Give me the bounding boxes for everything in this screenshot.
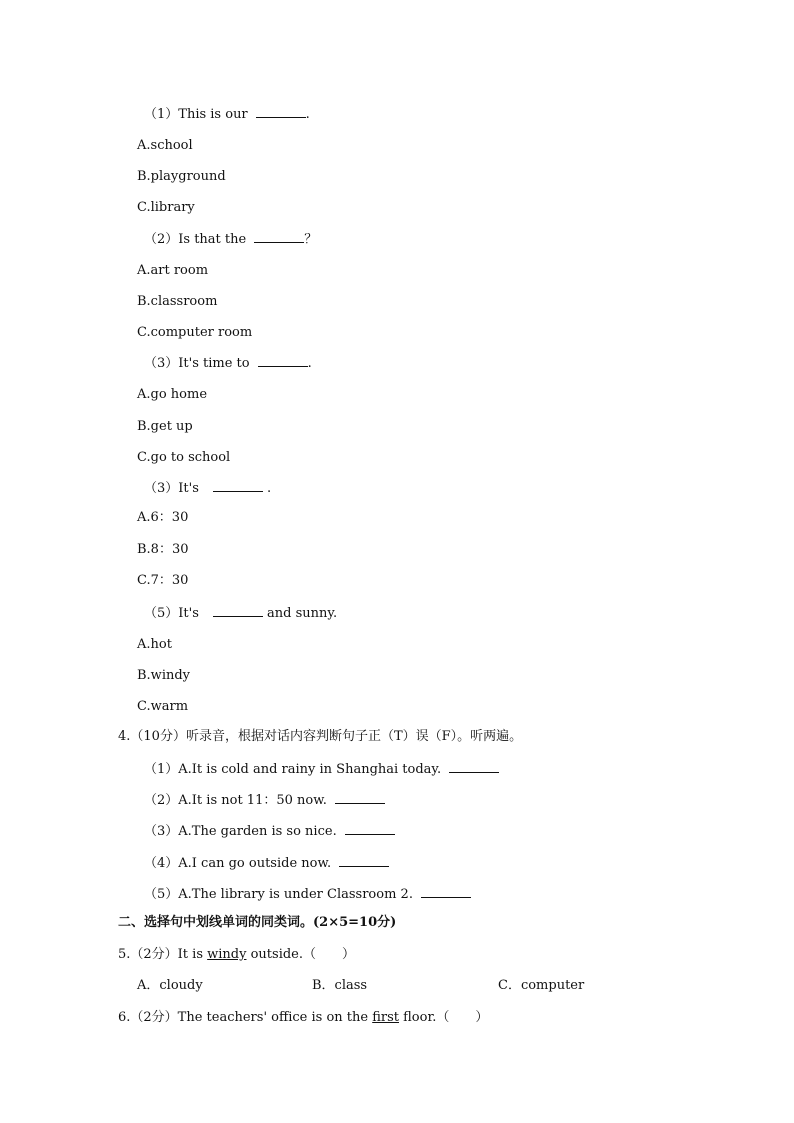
question-title: 4.（10分）听录音，根据对话内容判断句子正（T）误（F）。听两遍。 xyxy=(118,729,523,744)
judgement-text: （1）A.It is cold and rainy in Shanghai today. xyxy=(144,762,442,777)
option: B.classroom xyxy=(137,294,218,309)
answer-blank[interactable] xyxy=(335,791,385,804)
stem-text: 6.（2分）The teachers' office is on the xyxy=(118,1010,373,1025)
underlined-word: windy xyxy=(207,947,247,962)
judgement-text: （4）A.I can go outside now. xyxy=(144,856,332,871)
option: C.computer room xyxy=(137,325,253,340)
judgement-item xyxy=(144,822,395,840)
stem-text-end[interactable]: floor.（ ） xyxy=(398,1010,489,1025)
question-stem xyxy=(118,947,355,963)
stem-text-end[interactable]: outside.（ ） xyxy=(246,947,356,962)
underlined-word: first xyxy=(372,1010,399,1025)
question-stem xyxy=(118,1010,488,1026)
question-stem xyxy=(144,105,310,123)
stem-text-end: . xyxy=(307,356,312,371)
answer-blank[interactable] xyxy=(421,885,471,898)
stem-text-end: ？ xyxy=(304,232,318,247)
option: B.playground xyxy=(137,169,226,184)
judgement-text: （5）A.The library is under Classroom 2. xyxy=(144,887,413,902)
answer-blank[interactable] xyxy=(256,105,306,118)
question-stem xyxy=(144,230,317,248)
stem-text: 5.（2分）It is xyxy=(118,947,208,962)
stem-text: （2）Is that the xyxy=(144,232,247,247)
answer-blank[interactable] xyxy=(449,760,499,773)
question-stem xyxy=(144,479,271,497)
stem-text: （1）This is our xyxy=(144,107,248,122)
option: C.library xyxy=(137,200,195,215)
judgement-item xyxy=(144,760,499,778)
stem-text-end: and sunny. xyxy=(262,606,338,621)
stem-text: （3）It's time to xyxy=(144,356,250,371)
option: A.hot xyxy=(137,637,172,652)
option: C.go to school xyxy=(137,450,231,465)
option: A.6：30 xyxy=(137,510,189,525)
answer-blank[interactable] xyxy=(213,479,263,492)
option: B.8：30 xyxy=(137,542,189,557)
judgement-text: （2）A.It is not 11：50 now. xyxy=(144,793,327,808)
option: B.get up xyxy=(137,419,193,434)
answer-blank[interactable] xyxy=(258,354,308,367)
question-stem xyxy=(144,354,312,372)
option: B．class xyxy=(312,978,368,993)
option: A．cloudy xyxy=(137,978,203,993)
option: A.art room xyxy=(137,263,209,278)
option: C.warm xyxy=(137,699,189,714)
judgement-text: （3）A.The garden is so nice. xyxy=(144,824,337,839)
stem-text-end: . xyxy=(305,107,310,122)
answer-blank[interactable] xyxy=(345,822,395,835)
option: A.go home xyxy=(137,387,208,402)
judgement-item xyxy=(144,854,389,872)
option: A.school xyxy=(137,138,193,153)
question-stem xyxy=(144,604,337,622)
answer-blank[interactable] xyxy=(339,854,389,867)
judgement-item xyxy=(144,791,385,809)
stem-text-end: . xyxy=(262,481,272,496)
section-title: 二、选择句中划线单词的同类词。(2×5=10分) xyxy=(118,915,397,930)
option: C.7：30 xyxy=(137,573,189,588)
judgement-item xyxy=(144,885,471,903)
stem-text: （5）It's xyxy=(144,606,199,621)
answer-blank[interactable] xyxy=(254,230,304,243)
stem-text: （3）It's xyxy=(144,481,199,496)
answer-blank[interactable] xyxy=(213,604,263,617)
option: B.windy xyxy=(137,668,191,683)
option: C．computer xyxy=(498,978,585,993)
